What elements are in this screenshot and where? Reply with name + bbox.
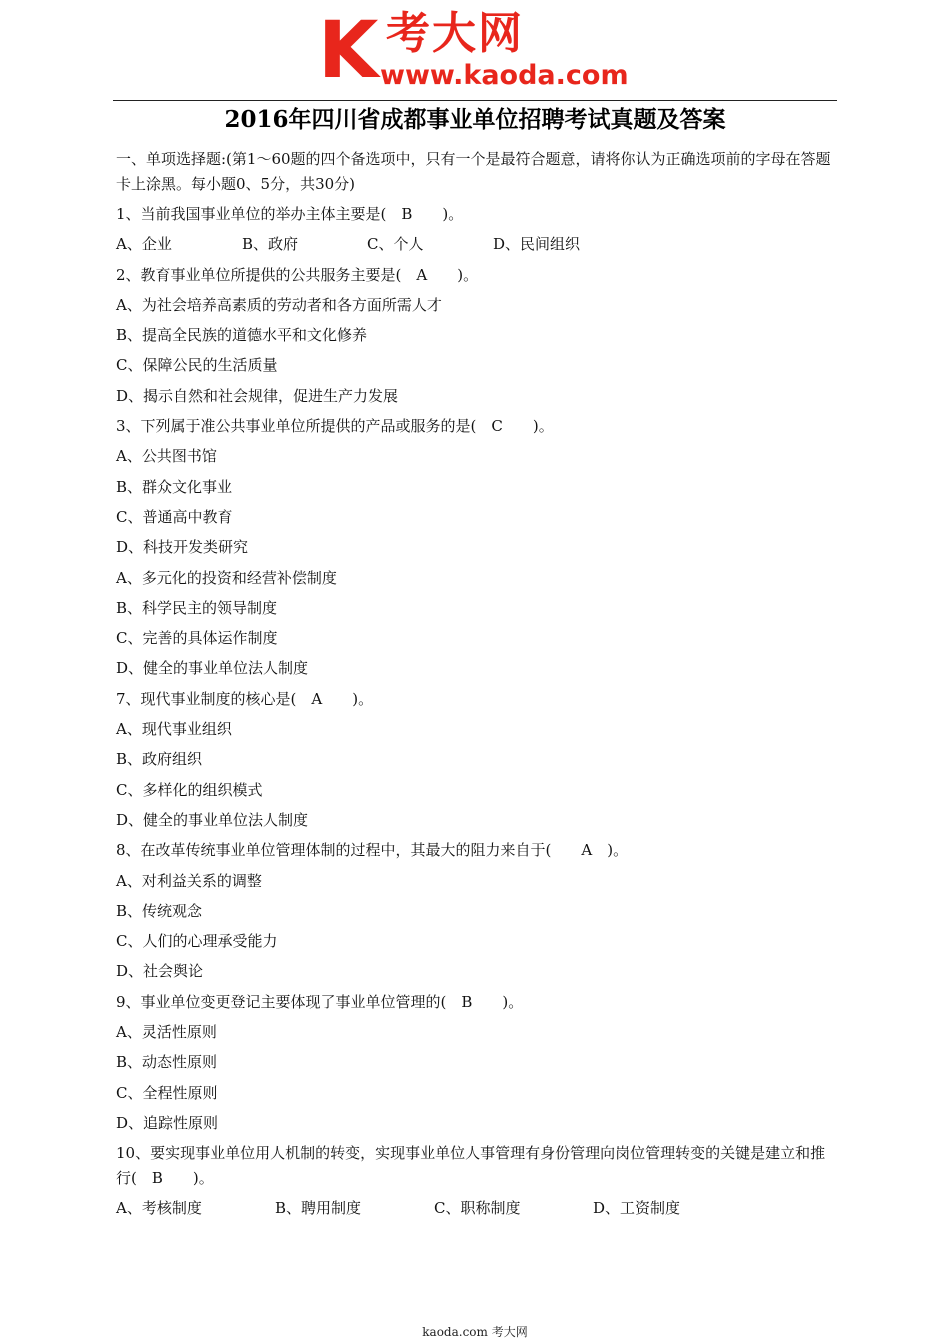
option: A、多元化的投资和经营补偿制度: [116, 568, 337, 587]
option: B、动态性原则: [116, 1053, 218, 1072]
option: D、健全的事业单位法人制度: [116, 659, 309, 678]
option: C、个人: [367, 235, 424, 254]
option: B、群众文化事业: [116, 477, 233, 496]
question-stem: 10、要实现事业单位用人机制的转变，实现事业单位人事管理有身份管理向岗位管理转变的关键是建立和推行( B )。: [116, 1144, 826, 1188]
exam-content: [116, 147, 838, 1227]
option: B、聘用制度: [275, 1199, 362, 1218]
option: B、科学民主的领导制度: [116, 598, 278, 617]
option: A、灵活性原则: [116, 1023, 217, 1042]
logo-url: www.kaoda.com: [380, 60, 629, 91]
option: D、追踪性原则: [116, 1113, 219, 1132]
option: B、政府组织: [116, 750, 203, 769]
option: A、公共图书馆: [116, 447, 217, 466]
option: C、人们的心理承受能力: [116, 932, 278, 951]
option: A、现代事业组织: [116, 720, 232, 739]
section-intro: 一、单项选择题:(第1～60题的四个备选项中，只有一个是最符合题意，请将你认为正确选项前的字母在答题卡上涂黑。每小题0、5分，共30分): [116, 150, 831, 193]
option: C、多样化的组织模式: [116, 780, 263, 799]
question-stem: 3、下列属于准公共事业单位所提供的产品或服务的是( C )。: [116, 417, 554, 436]
kaoda-logo: [318, 8, 638, 94]
option: C、全程性原则: [116, 1083, 218, 1102]
question-stem: 2、教育事业单位所提供的公共服务主要是( A )。: [116, 265, 479, 284]
page-footer: kaoda.com 考大网: [422, 1325, 528, 1339]
option: A、为社会培养高素质的劳动者和各方面所需人才: [116, 295, 442, 314]
logo-k-mark: K: [318, 6, 375, 96]
question-stem: 1、当前我国事业单位的举办主体主要是( B )。: [116, 205, 464, 223]
page-title: 2016年四川省成都事业单位招聘考试真题及答案: [224, 106, 726, 133]
option: B、政府: [242, 235, 299, 254]
option: D、健全的事业单位法人制度: [116, 810, 309, 829]
option: D、工资制度: [593, 1199, 681, 1218]
inline-options: [116, 232, 838, 257]
option: A、企业: [116, 235, 172, 254]
option: C、保障公民的生活质量: [116, 356, 278, 375]
option: C、完善的具体运作制度: [116, 629, 278, 648]
inline-options: [116, 1196, 838, 1221]
option: A、对利益关系的调整: [116, 871, 262, 890]
option: C、普通高中教育: [116, 507, 233, 526]
option: D、社会舆论: [116, 962, 204, 981]
logo-brand-name: 考大网: [386, 8, 524, 59]
option: D、科技开发类研究: [116, 538, 249, 557]
question-stem: 9、事业单位变更登记主要体现了事业单位管理的( B )。: [116, 992, 524, 1011]
option: B、传统观念: [116, 901, 203, 920]
question-stem: 7、现代事业制度的核心是( A )。: [116, 689, 374, 708]
option: A、考核制度: [116, 1199, 202, 1218]
question-stem: 8、在改革传统事业单位管理体制的过程中，其最大的阻力来自于( A )。: [116, 841, 629, 860]
header-divider: [113, 100, 837, 101]
option: B、提高全民族的道德水平和文化修养: [116, 326, 368, 345]
option: C、职称制度: [434, 1199, 521, 1218]
option: D、民间组织: [493, 235, 581, 254]
option: D、揭示自然和社会规律，促进生产力发展: [116, 386, 399, 405]
